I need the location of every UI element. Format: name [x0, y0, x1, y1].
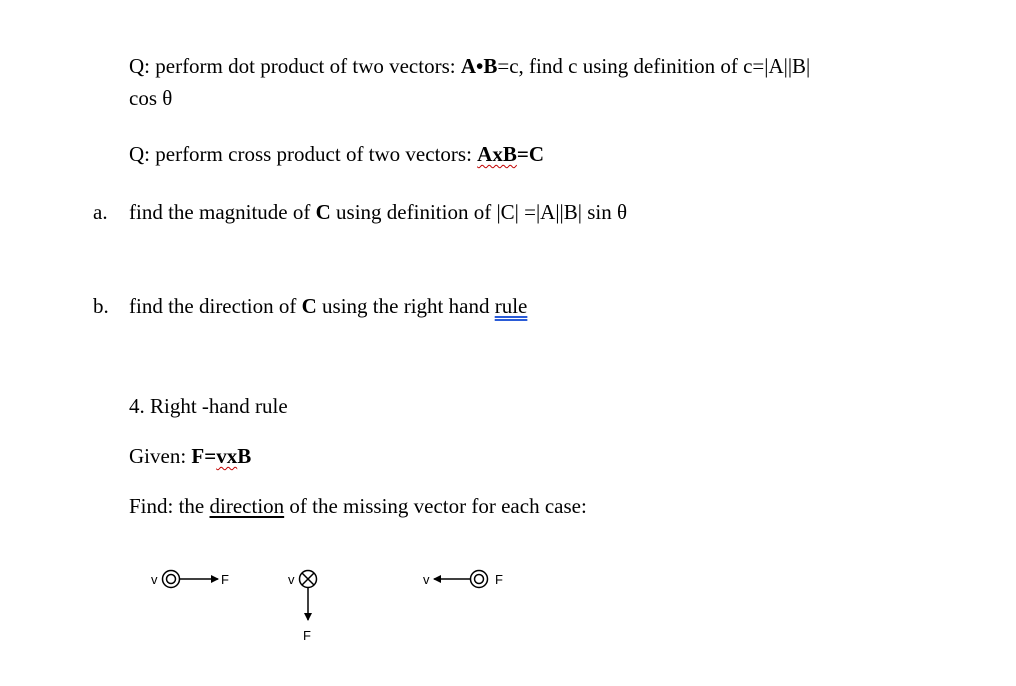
- case2-f-label: F: [303, 628, 311, 643]
- given-prefix: Given:: [129, 444, 192, 468]
- item-a-text: [129, 200, 627, 224]
- case-2: [288, 571, 317, 644]
- section-4-title: 4. Right -hand rule: [129, 394, 288, 418]
- item-a-before: find the magnitude of: [129, 200, 316, 224]
- item-b-rule: rule: [494, 294, 528, 318]
- case3-v-label: v: [423, 572, 430, 587]
- item-a-marker: a.: [93, 200, 108, 224]
- given-bold-squiggle: vx: [216, 444, 238, 468]
- case2-v-label: v: [288, 572, 295, 587]
- find-underlined: direction: [209, 494, 285, 518]
- given-line: [129, 444, 251, 468]
- q1-wrap-line: [129, 86, 172, 110]
- case1-f-label: F: [221, 572, 229, 587]
- item-b-after: using the right hand: [316, 294, 495, 318]
- right-hand-rule-diagrams: [0, 555, 1016, 655]
- find-line: [129, 494, 587, 518]
- out-of-page-dot-icon: [163, 571, 180, 588]
- find-prefix: Find: the: [129, 494, 210, 518]
- q2-prefix: Q: perform cross product of two vectors:: [129, 142, 478, 166]
- item-b-text: [129, 294, 527, 318]
- q2-expression-squiggle: AxB: [477, 142, 517, 166]
- question-dot-product: [129, 54, 810, 78]
- case-1: [151, 571, 229, 588]
- q1-rest: =c, find c using definition of c=|A||B|: [497, 54, 811, 78]
- question-cross-product: [129, 142, 544, 166]
- given-bold-2: B: [237, 444, 252, 468]
- item-a-after: using definition of |C| =|A||B| sin θ: [330, 200, 628, 224]
- item-b-marker: b.: [93, 294, 109, 318]
- out-of-page-dot-icon: [471, 571, 488, 588]
- q2-expression: =C: [516, 142, 544, 166]
- q1-prefix: Q: perform dot product of two vectors:: [129, 54, 461, 78]
- find-rest: of the missing vector for each case:: [284, 494, 587, 518]
- into-page-cross-icon: [300, 571, 317, 588]
- q1-wrap: cos θ: [129, 86, 173, 110]
- case3-f-label: F: [495, 572, 503, 587]
- case-3: [423, 571, 503, 588]
- item-b-before: find the direction of: [129, 294, 302, 318]
- item-b-bold: C: [301, 294, 317, 318]
- item-a-bold: C: [315, 200, 331, 224]
- case1-v-label: v: [151, 572, 158, 587]
- q1-expression: A•B: [460, 54, 498, 78]
- given-bold-1: F=: [191, 444, 217, 468]
